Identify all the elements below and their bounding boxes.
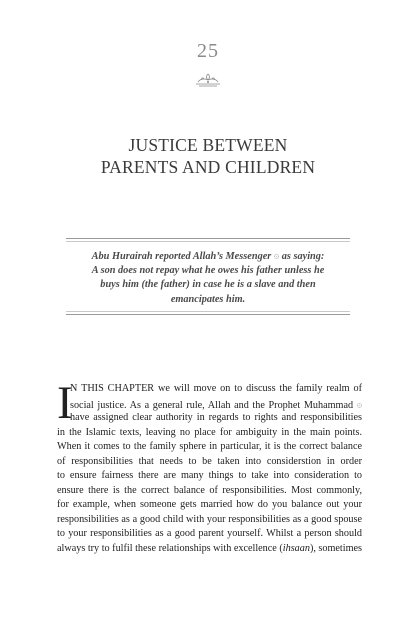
body-line-11: to your responsibilities as a good parent yourself. Whilst a person should (57, 528, 362, 539)
epigraph-inner-rule-top (66, 241, 350, 242)
chapter-number: 25 (197, 40, 219, 62)
hadith-epigraph (66, 238, 350, 315)
body-line-5: When it comes to the family sphere in particular, it is the correct balance (57, 441, 362, 452)
body-line-3: have assigned clear authority in regards to rights and responsibilities (70, 412, 362, 423)
salutation-glyph-icon: ۞ (356, 398, 362, 409)
body-line-8: ensure there is the correct balance of responsibilities. Most commonly, (57, 484, 362, 496)
chapter-title-line-1: JUSTICE BETWEEN (128, 134, 288, 155)
body-line-6: of responsibilities that needs to be taken into considerstion in order (57, 455, 362, 467)
chapter-body (57, 377, 362, 556)
body-line-7: to ensure fairness there are many things to take into consideration to (57, 470, 362, 481)
epigraph-line-4: emancipates him. (170, 293, 246, 305)
epigraph-inner-rule-bottom (66, 311, 350, 312)
epigraph-line-3: buys him (the father) in case he is a slave and then (100, 279, 316, 291)
ihsaan-term: ihsaan (282, 542, 310, 554)
drop-cap: I (57, 377, 73, 429)
salutation-glyph-icon: ۞ (273, 250, 280, 260)
body-line-1: N THIS CHAPTER we will move on to discuss the family realm of (70, 383, 362, 394)
chapter-title-line-2: PARENTS AND CHILDREN (100, 156, 316, 177)
body-line-9: for example, when someone gets married how do you balance out your (57, 499, 362, 510)
body-line-2: social justice. As a general rule, Allah and the Prophet Muhammad ۞ (70, 398, 362, 411)
epigraph-line-1: Abu Hurairah reported Allah’s Messenger ۞ as saying: (91, 250, 325, 262)
body-line-4: in the Islamic texts, leaving no place for ambiguity in the main points. (57, 426, 362, 438)
body-line-10: responsibilities as a good child with your responsibilities as a good spouse (57, 513, 362, 525)
chapter-title (0, 134, 416, 178)
floral-ornament-icon (193, 72, 223, 88)
epigraph-text (66, 248, 350, 307)
epigraph-line-2: A son does not repay what he owes his father unless he (91, 265, 325, 277)
body-line-12: always try to fulfil these relationships with excellence (ihsaan), sometimes (57, 542, 362, 554)
